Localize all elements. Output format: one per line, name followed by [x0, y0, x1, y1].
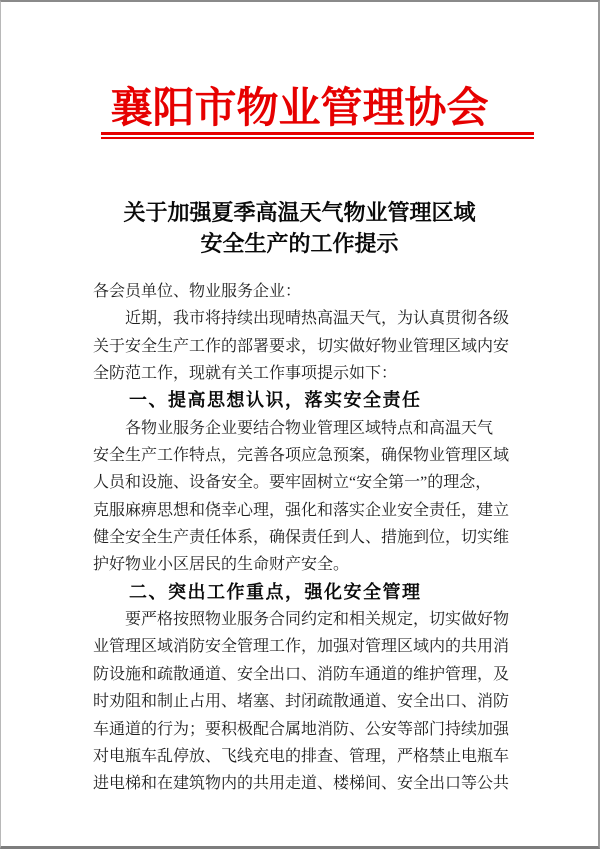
document-title-line-1: 关于加强夏季高温天气物业管理区域	[123, 200, 476, 225]
body-line: 业管理区域消防安全管理工作，加强对管理区域内的共用消	[93, 638, 510, 656]
section-heading: 二、突出工作重点，强化安全管理	[129, 581, 422, 602]
body-line: 健全安全生产责任体系，确保责任到人、措施到位，切实维	[93, 529, 510, 547]
body-line: 各物业服务企业要结合物业管理区域特点和高温天气	[125, 419, 494, 437]
body-line: 护好物业小区居民的生命财产安全。	[93, 556, 350, 574]
body-line: 要严格按照物业服务合同约定和相关规定，切实做好物	[125, 611, 510, 629]
document-title-line-2: 安全生产的工作提示	[200, 231, 399, 256]
org-name-header: 襄阳市物业管理协会	[110, 86, 489, 132]
body-line: 防设施和疏散通道、安全出口、消防车通道的维护管理，及	[93, 665, 510, 683]
body-line: 克服麻痹思想和侥幸心理，强化和落实企业安全责任，建立	[93, 501, 510, 519]
header-divider-thin-line	[101, 137, 534, 139]
body-line: 关于安全生产工作的部署要求，切实做好物业管理区域内安	[93, 337, 510, 355]
section-heading: 一、提高思想认识，落实安全责任	[129, 390, 422, 411]
body-line: 全防范工作，现就有关工作事项提示如下：	[93, 365, 398, 383]
body-line: 进电梯和在建筑物内的共用走道、楼梯间、安全出口等公共	[93, 775, 510, 793]
body-line: 车通道的行为；要积极配合属地消防、公安等部门持续加强	[93, 720, 510, 738]
header-divider	[101, 132, 534, 139]
body-line: 人员和设施、设备安全。要牢固树立“安全第一”的理念，	[93, 474, 492, 492]
body-line: 近期，我市将持续出现晴热高温天气，为认真贯彻各级	[125, 310, 510, 328]
body-line: 各会员单位、物业服务企业：	[93, 283, 302, 300]
body-line: 时劝阻和制止占用、堵塞、封闭疏散通道、安全出口、消防	[93, 693, 510, 711]
document-body	[93, 278, 513, 798]
body-line: 对电瓶车乱停放、飞线充电的排查、管理，严格禁止电瓶车	[93, 747, 510, 765]
header-divider-thick-line	[101, 132, 534, 135]
body-line: 安全生产工作特点，完善各项应急预案，确保物业管理区域	[93, 447, 510, 465]
document-title	[1, 197, 598, 259]
